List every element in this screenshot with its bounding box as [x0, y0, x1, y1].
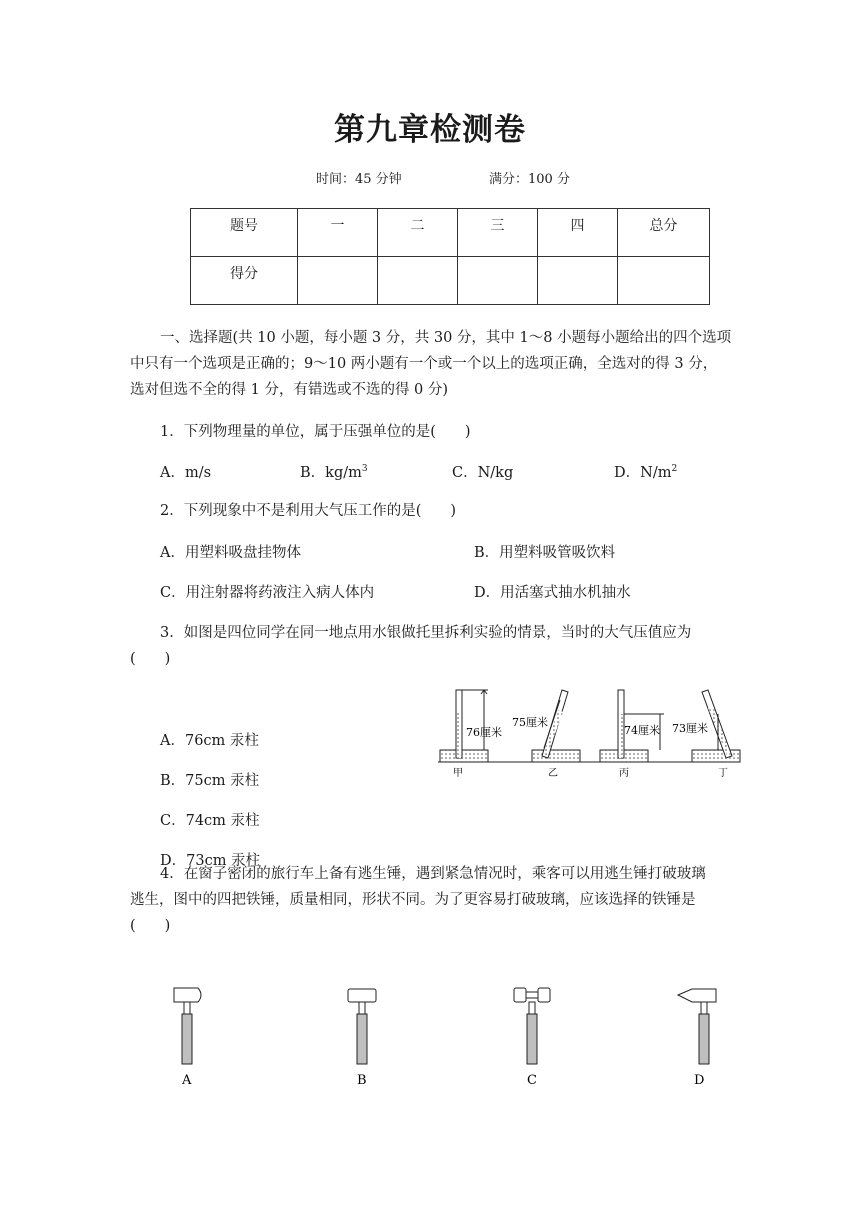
- score-row-label: 得分: [191, 257, 298, 305]
- tube-bing: [600, 690, 664, 779]
- q1-option-b-sup: 3: [361, 464, 368, 475]
- q2-stem: 2．下列现象中不是利用大气压工作的是( ): [160, 503, 457, 519]
- score-header-cell: 四: [538, 209, 618, 257]
- label-74: 74厘米: [624, 724, 660, 737]
- q1-option-b[interactable]: [300, 461, 368, 482]
- caption-ding: 丁: [718, 768, 728, 779]
- score-cell[interactable]: [298, 257, 378, 305]
- caption-jia: 甲: [453, 768, 463, 779]
- q4-stem-line2: 逃生，图中的四把铁锤，质量相同，形状不同。为了更容易打破玻璃，应该选择的铁锤是: [130, 892, 696, 908]
- q1-option-b-text: B．kg/m: [300, 465, 362, 481]
- score-cell[interactable]: [538, 257, 618, 305]
- label-73: 73厘米: [672, 722, 708, 735]
- full-score: 满分：100 分: [489, 172, 570, 187]
- label-76: 76厘米: [466, 726, 502, 739]
- label-75: 75厘米: [512, 716, 548, 729]
- q2-option-b[interactable]: B．用塑料吸管吸饮料: [474, 545, 616, 561]
- q3-stem-line2: ( ): [130, 651, 171, 667]
- score-header-cell: 题号: [191, 209, 298, 257]
- score-header-cell: 三: [458, 209, 538, 257]
- score-table: [190, 208, 710, 305]
- section1-instructions-line2: 中只有一个选项是正确的；9～10 两小题有一个或一个以上的选项正确，全选对的得 3 分，: [130, 356, 718, 372]
- hammer-b-caption: B: [357, 1073, 367, 1088]
- tube-yi: [512, 690, 580, 779]
- q1-option-c[interactable]: C．N/kg: [452, 465, 514, 481]
- section1-instructions-line3: 选对但选不全的得 1 分，有错选或不选的得 0 分): [130, 382, 449, 398]
- q1-option-d-text: D．N/m: [614, 465, 672, 481]
- hammer-b[interactable]: [348, 989, 376, 1088]
- score-header-cell: 总分: [618, 209, 710, 257]
- q4-stem-line3: ( ): [130, 918, 171, 934]
- q3-option-c[interactable]: C．74cm 汞柱: [160, 813, 260, 829]
- score-cell[interactable]: [458, 257, 538, 305]
- score-header-cell: 二: [378, 209, 458, 257]
- page-title: 第九章检测卷: [334, 112, 526, 148]
- q1-stem: 1．下列物理量的单位，属于压强单位的是( ): [160, 424, 471, 440]
- q2-option-c[interactable]: C．用注射器将药液注入病人体内: [160, 585, 375, 601]
- q3-option-a[interactable]: A．76cm 汞柱: [160, 733, 259, 749]
- q3-option-b[interactable]: B．75cm 汞柱: [160, 773, 260, 789]
- q2-option-a[interactable]: A．用塑料吸盘挂物体: [160, 545, 301, 561]
- tube-ding: [672, 690, 740, 779]
- q1-option-d[interactable]: [614, 461, 677, 482]
- hammer-figure: [160, 980, 730, 1092]
- tube-jia: [440, 690, 502, 779]
- score-cell[interactable]: [378, 257, 458, 305]
- caption-yi: 乙: [548, 768, 558, 779]
- score-header-cell: 一: [298, 209, 378, 257]
- score-table-header-row: [191, 209, 710, 257]
- q4-stem-line1: 4．在窗子密闭的旅行车上备有逃生锤，遇到紧急情况时，乘客可以用逃生锤打破玻璃: [160, 866, 706, 882]
- hammer-d-caption: D: [694, 1073, 705, 1088]
- q2-option-d[interactable]: D．用活塞式抽水机抽水: [474, 585, 631, 601]
- hammer-a-caption: A: [182, 1073, 192, 1088]
- hammer-d[interactable]: [678, 989, 716, 1088]
- q3-stem-line1: 3．如图是四位同学在同一地点用水银做托里拆利实验的情景，当时的大气压值应为: [160, 625, 692, 641]
- section1-instructions-line1: 一、选择题(共 10 小题，每小题 3 分，共 30 分，其中 1～8 小题每小题给出的四个选项: [160, 330, 732, 346]
- score-table-score-row: [191, 257, 710, 305]
- hammer-c[interactable]: [514, 988, 550, 1088]
- hammer-a[interactable]: [174, 988, 201, 1088]
- q1-option-a[interactable]: A．m/s: [160, 465, 212, 481]
- q1-option-d-sup: 2: [671, 464, 678, 475]
- exam-time: 时间：45 分钟: [316, 172, 402, 187]
- caption-bing: 丙: [619, 768, 629, 779]
- score-cell[interactable]: [618, 257, 710, 305]
- q3-option-d[interactable]: D．73cm 汞柱: [160, 853, 261, 869]
- hammer-c-caption: C: [527, 1073, 537, 1088]
- torricelli-figure: [436, 684, 742, 780]
